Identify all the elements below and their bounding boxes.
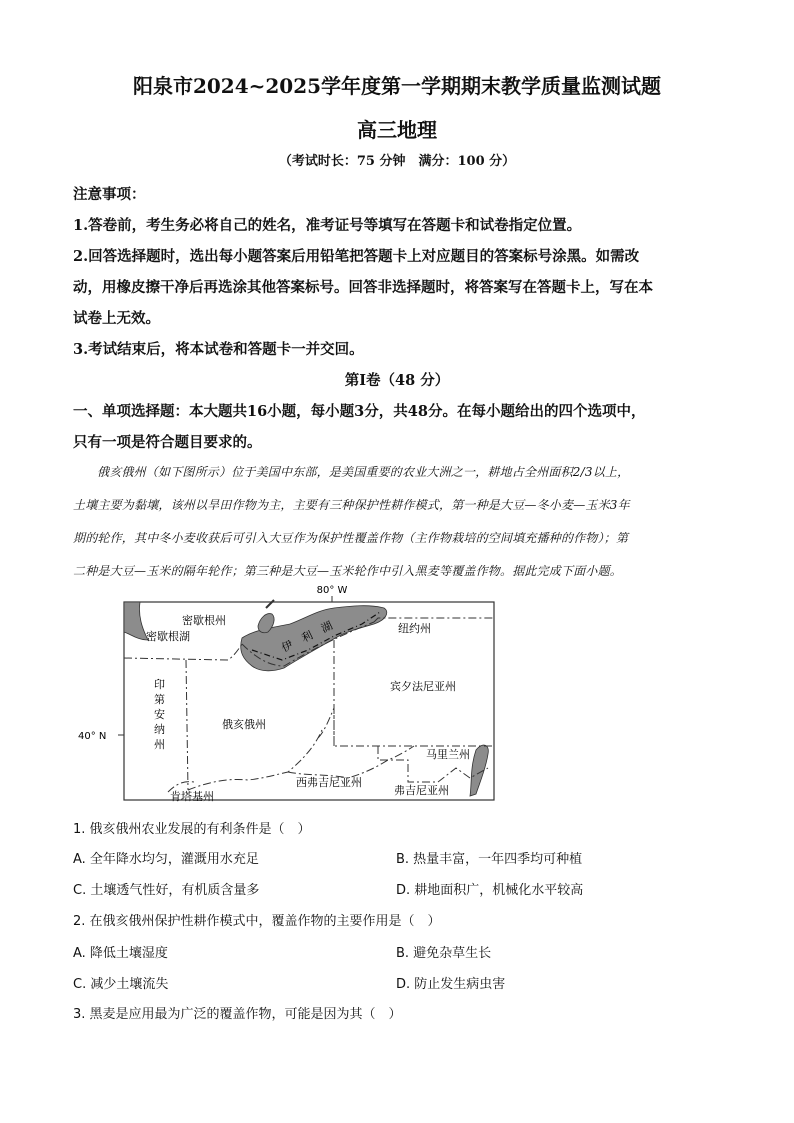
ohio-map [78, 582, 508, 804]
label-west-virginia: 西弗吉尼亚州 [296, 776, 362, 789]
label-indiana-char: 州 [154, 738, 165, 751]
q2-option-a[interactable]: A. 降低土壤湿度 [73, 946, 168, 961]
label-ohio: 俄亥俄州 [222, 718, 266, 731]
q2-option-d[interactable]: D. 防止发生病虫害 [396, 977, 506, 992]
lake-michigan-shape [124, 602, 148, 640]
label-michigan-state: 密歇根州 [182, 614, 226, 627]
label-new-york: 纽约州 [398, 622, 431, 635]
q2-option-c[interactable]: C. 减少土壤流失 [73, 977, 169, 992]
q1-option-c[interactable]: C. 土壤透气性好，有机质含量多 [73, 883, 260, 898]
border-wv-va [288, 746, 414, 778]
border-wv-ohio [318, 708, 334, 746]
note-line-2c: 试卷上无效。 [73, 310, 160, 327]
note-line-3: 3.考试结束后，将本试卷和答题卡一并交回。 [73, 341, 364, 358]
q1-option-a[interactable]: A. 全年降水均匀，灌溉用水充足 [73, 852, 259, 867]
label-virginia: 弗吉尼亚州 [394, 784, 449, 797]
river-line [266, 600, 274, 608]
label-pennsylvania: 宾夕法尼亚州 [390, 680, 456, 693]
label-indiana-char: 第 [154, 693, 165, 706]
border-indiana-ohio [186, 660, 188, 790]
q1-option-d[interactable]: D. 耕地面积广，机械化水平较高 [396, 883, 584, 898]
label-indiana-char: 纳 [154, 723, 165, 736]
lat-label: 40° N [78, 731, 107, 742]
section-heading-b: 只有一项是符合题目要求的。 [73, 434, 262, 451]
passage-line-2: 土壤主要为黏壤，该州以旱田作物为主，主要有三种保护性耕作模式，第一种是大豆—冬小麦—玉米3年 [73, 498, 630, 512]
reading-passage [73, 456, 721, 588]
label-indiana-char: 印 [154, 678, 165, 691]
part-heading: 第Ⅰ卷（48 分） [344, 372, 450, 389]
label-michigan-lake: 密歇根湖 [146, 630, 190, 643]
border-newyork [374, 618, 494, 622]
exam-subject: 高三地理 [357, 118, 437, 142]
chesapeake-bay-shape [470, 745, 488, 796]
border-michigan [124, 644, 242, 660]
label-kentucky: 肯塔基州 [170, 790, 214, 803]
exam-title: 阳泉市2024~2025学年度第一学期期末教学质量监测试题 [132, 74, 662, 98]
border-pennsylvania [334, 640, 494, 746]
label-indiana [154, 678, 165, 751]
exam-info: （考试时长：75 分钟 满分：100 分） [278, 154, 516, 169]
label-maryland: 马里兰州 [426, 748, 470, 761]
question-3-stem: 3. 黑麦是应用最为广泛的覆盖作物，可能是因为其（ ） [73, 1007, 402, 1022]
question-2-stem: 2. 在俄亥俄州保护性耕作模式中，覆盖作物的主要作用是（ ） [73, 914, 441, 929]
q2-option-b[interactable]: B. 避免杂草生长 [396, 946, 492, 961]
q1-option-b[interactable]: B. 热量丰富，一年四季均可种植 [396, 852, 583, 867]
note-line-1: 1.答卷前，考生务必将自己的姓名，准考证号等填写在答题卡和试卷指定位置。 [73, 217, 582, 234]
label-lake-erie: 伊 利 湖 [279, 618, 335, 655]
label-indiana-char: 安 [154, 708, 165, 721]
question-1-stem: 1. 俄亥俄州农业发展的有利条件是（ ） [73, 822, 311, 837]
lon-label: 80° W [316, 585, 348, 596]
note-line-2a: 2.回答选择题时，选出每小题答案后用铅笔把答题卡上对应题目的答案标号涂黑。如需改 [73, 248, 640, 265]
passage-line-3: 期的轮作，其中冬小麦收获后可引入大豆作为保护性覆盖作物（主作物栽培的空间填充播种的作物）；第 [73, 531, 629, 545]
passage-line-4: 二种是大豆—玉米的隔年轮作；第三种是大豆—玉米轮作中引入黑麦等覆盖作物。据此完成下面小题。 [73, 564, 623, 578]
notes-heading: 注意事项： [73, 186, 146, 203]
note-line-2b: 动，用橡皮擦干净后再选涂其他答案标号。回答非选择题时，将答案写在答题卡上，写在本 [73, 279, 653, 296]
section-heading-a: 一、单项选择题：本大题共16小题，每小题3分，共48分。在每小题给出的四个选项中， [73, 403, 646, 420]
passage-line-1: 俄亥俄州（如下图所示）位于美国中东部，是美国重要的农业大洲之一，耕地占全州面积2/3以上， [97, 465, 630, 479]
